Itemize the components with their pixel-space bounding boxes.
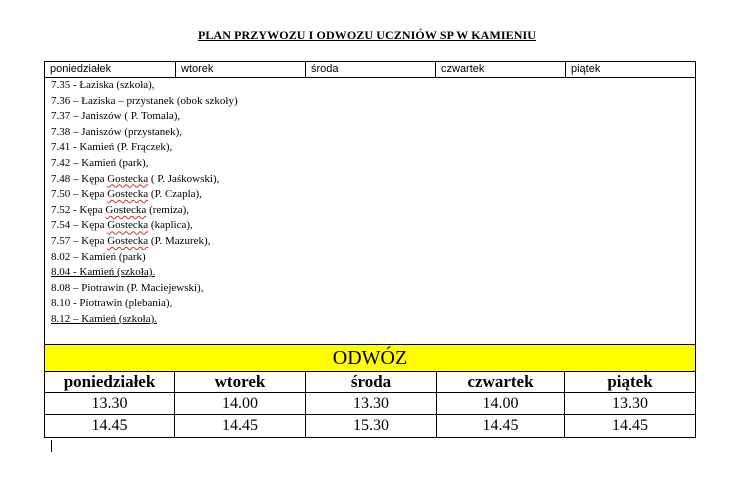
day-header-wednesday: środa: [306, 62, 436, 77]
day-header-thursday: czwartek: [436, 62, 566, 77]
stop-item: 7.38 – Janiszów (przystanek),: [51, 125, 183, 138]
day-header-friday: piątek: [571, 63, 601, 75]
stop-item: 8.02 – Kamień (park): [51, 250, 146, 263]
return-time-cell: 13.30: [45, 393, 175, 414]
table-row: [45, 393, 695, 415]
stop-item: 8.12 – Kamień (szkoła).: [51, 312, 157, 325]
stop-item: 8.08 – Piotrawin (P. Maciejewski),: [51, 281, 204, 294]
stop-item: 7.57 – Kępa Gostecka (P. Mazurek),: [51, 234, 211, 247]
table-row: [45, 415, 695, 437]
days-header-row: [45, 62, 695, 78]
return-day-friday: piątek: [607, 372, 653, 391]
stop-item: 7.50 – Kępa Gostecka (P. Czapla),: [51, 188, 202, 201]
return-banner: ODWÓZ: [45, 344, 695, 372]
return-time-cell: 13.30: [306, 393, 437, 414]
stop-item: 7.35 - Łaziska (szkoła),: [51, 79, 155, 91]
return-time-cell: 14.00: [175, 393, 306, 414]
stop-item: 8.10 - Piotrawin (plebania),: [51, 297, 173, 310]
return-day-thursday: czwartek: [437, 371, 565, 392]
day-header-tuesday: wtorek: [176, 62, 306, 77]
stop-item: 7.48 – Kępa Gostecka ( P. Jaśkowski),: [51, 172, 220, 185]
return-day-tuesday: wtorek: [175, 371, 306, 392]
schedule-table: [44, 61, 696, 438]
text-cursor: [51, 440, 52, 452]
return-days-header-row: [45, 371, 695, 393]
stop-item: 7.36 – Łaziska – przystanek (obok szkoły): [51, 94, 238, 107]
stop-item: 7.54 – Kępa Gostecka (kaplica),: [51, 219, 193, 232]
return-time-cell: 15.30: [306, 415, 437, 437]
pickup-stops-list: [51, 78, 238, 328]
stop-item: 7.37 – Janiszów ( P. Tomala),: [51, 110, 181, 123]
return-time-cell: 14.45: [175, 415, 306, 437]
stop-item: 8.04 - Kamień (szkoła).: [51, 266, 156, 279]
stop-item: 7.41 - Kamień (P. Frączek),: [51, 141, 173, 154]
day-header-monday: poniedziałek: [45, 62, 176, 77]
return-time-cell: 14.45: [612, 417, 648, 434]
page-title: PLAN PRZYWOZU I ODWOZU UCZNIÓW SP W KAMIENIU: [197, 28, 537, 42]
return-day-wednesday: środa: [306, 371, 437, 392]
return-time-cell: 14.45: [45, 415, 175, 437]
return-time-cell: 13.30: [612, 395, 648, 412]
stop-item: 7.52 - Kępa Gostecka (remiza),: [51, 203, 190, 216]
return-time-cell: 14.00: [437, 393, 565, 414]
stop-item: 7.42 – Kamień (park),: [51, 156, 149, 169]
return-day-monday: poniedziałek: [45, 371, 175, 392]
return-time-cell: 14.45: [437, 415, 565, 437]
